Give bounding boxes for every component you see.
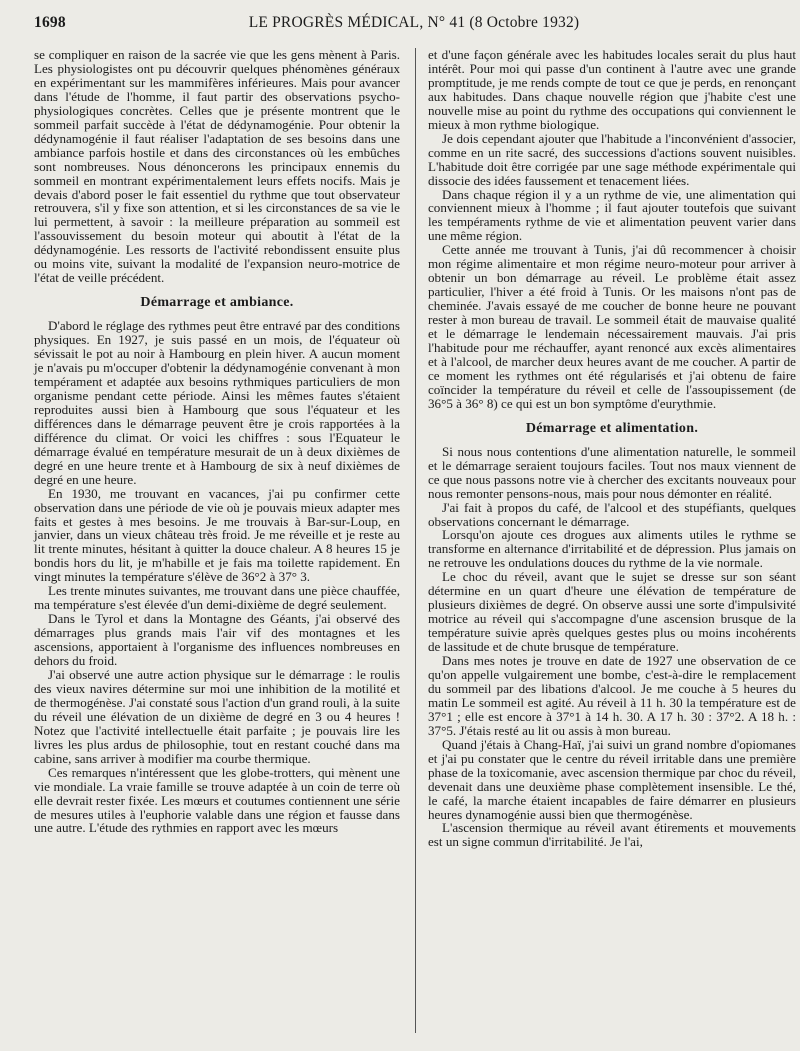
paragraph: Dans mes notes je trouve en date de 1927 une observation de ce qu'on appelle vulgairement une bombe, c'est-à-dire le remplacement du sommeil par des libations d'alcool. Je me couche à 5 heures du matin Le sommeil est agité. Au réveil à 11 h. 30 la température est de 37°1 ; elle est encore à 37°1 à 14 h. 30. A 17 h. 30 : 37°2. A 18 h. : 37°5. J'étais resté au lit ou assis à mon bureau. <box>428 653 796 738</box>
paragraph: Le choc du réveil, avant que le sujet se dresse sur son séant détermine en un quart d'heure une élévation de température de plusieurs dixièmes de degré. On observe aussi une sorte d'impulsivité motrice au réveil qui s'accompagne d'une ascension brusque de la température suivie après quelques gestes plus ou moins incohérents de lassitude et de chute brusque de température. <box>428 569 796 655</box>
paragraph: Dans le Tyrol et dans la Montagne des Géants, j'ai observé des démarrages plus grands mais l'air vif des montagnes et les ascensions, apportaient à l'organisme des influences nombreuses en dehors du froid. <box>34 611 400 669</box>
paragraph: Cette année me trouvant à Tunis, j'ai dû recommencer à choisir mon régime alimentaire et mon régime neuro-moteur pour arriver à obtenir un bon démarrage au réveil. Le problème était assez particulier, l'hiver a été froid à Tunis. Or les maisons n'ont pas de cheminée. J'avais essayé de me coucher de bonne heure ne pouvant rester à mon bureau de travail. Le sommeil était de mauvaise qualité et le démarrage le lendemain nécessairement mauvais. J'ai pris l'habitude pour me réchauffer, ayant renoncé aux excès alimentaires et à l'alcool, de marcher deux heures avant de me coucher. A partir de ce moment les rythmes ont été régularisés et j'ai obtenu de faire coïncider la température du réveil et celle de l'assoupissement (de 36°5 à 36° 8) ce qui est un bon symptôme d'eurythmie. <box>428 242 796 411</box>
paragraph: D'abord le réglage des rythmes peut être entravé par des conditions physiques. En 1927, je suis passé en un mois, de l'équateur où sévissait le pot au noir à Hambourg en plein hiver. A aucun moment je n'avais pu m'occuper d'obtenir la dédynamogénie convenant à mon tempérament et adaptée aux besoins rythmiques particuliers de mon organisme pendant cette période. Ainsi les mêmes fautes s'étaient reproduites aussi bien à Hambourg que sous l'équateur et les différences dans le démarrage peuvent être je crois rapportées à la différence du climat. Or voici les chiffres : sous l'Equateur le démarrage évalué en température mesurait de un à deux dixièmes de degré en une heure trente et à Hambourg de six à neuf dixièmes de degré en une heure. <box>34 318 400 487</box>
running-title: LE PROGRÈS MÉDICAL, N° 41 (8 Octobre 1932) <box>248 14 580 31</box>
paragraph: se compliquer en raison de la sacrée vie que les gens mènent à Paris. Les physiologistes ont pu découvrir quelques phénomènes généraux en expérimentant sur les mammifères inférieures. Mais pour avancer dans l'étude de l'homme, il faut partir des observations psycho-physiologiques concrètes. Celles que je présente montrent que le sommeil parfait succède à l'état de dédynamogénie. Pour obtenir la dédynamogénie il faut réaliser l'adaptation de ses besoins dans une ambiance parfois hostile et dans des circonstances où les embûches sont nombreuses. Nous dénoncerons les principaux ennemis du sommeil en montrant expérimentalement leurs effets nocifs. Mais je devais d'abord poser le fait essentiel du rythme que tout observateur retrouvera, s'il y fixe son attention, et si les circonstances de sa vie le lui permettent, à savoir : la meilleure préparation au sommeil est l'assouvissement du besoin moteur qui aboutit à l'état de la dédynamogénie. Les ressorts de l'activité rebondissent ensuite plus ou moins vite, suivant la modalité de l'expansion neuro-motrice de l'état de veille précédent. <box>34 47 400 286</box>
section-heading: Démarrage et ambiance. <box>140 295 294 311</box>
column-divider <box>415 48 416 1033</box>
paragraph: En 1930, me trouvant en vacances, j'ai pu confirmer cette observation dans une période de vie où je pouvais mieux adapter mes faits et gestes à mes besoins. Je me trouvais à Bar-sur-Loup, en janvier, dans un vieux château très froid. Je me réveille et je reste au lit trente minutes, hésitant à quitter la douce chaleur. A 8 heures 15 je bondis hors du lit, je m'habille et je fais ma toilette rapidement. En vingt minutes la température s'élève de 36°2 à 37° 3. <box>34 485 400 585</box>
paragraph: Les trente minutes suivantes, me trouvant dans une pièce chauffée, ma température s'est élevée d'un demi-dixième de degré seulement. <box>34 583 400 613</box>
paragraph: J'ai observé une autre action physique sur le démarrage : le roulis des vieux navires détermine sur moi une inhibition de la motilité et de thermogénèse. J'ai constaté sous l'action d'un grand rouli, à la suite du réveil une élévation de un dixième de degré en 3 ou 4 heures ! Notez que l'activité intellectuelle était parfaite ; je pouvais lire les livres les plus ardus de philosophie, tout en restant couché dans ma cabine, sans arriver à modifier ma courbe thermique. <box>34 666 400 766</box>
page-number: 1698 <box>34 14 66 31</box>
left-column <box>34 48 400 835</box>
running-header <box>34 14 774 36</box>
paragraph: Lorsqu'on ajoute ces drogues aux aliments utiles le rythme se transforme en alternance d'irritabilité et de dépression. Plus jamais on ne retrouve les ondulations douces du rythme de la vie normale. <box>428 527 796 571</box>
paragraph: J'ai fait à propos du café, de l'alcool et des stupéfiants, quelques observations concernant le démarrage. <box>428 499 796 529</box>
paragraph: Si nous nous contentions d'une alimentation naturelle, le sommeil et le démarrage seraient toujours faciles. Tout nos maux viennent de ce que nous passons notre vie à chercher des excitants nouveaux pour nous remonter pensons-nous, mais pour nous démonter en réalité. <box>428 443 796 501</box>
section-heading: Démarrage et alimentation. <box>525 420 699 436</box>
paragraph: Je dois cependant ajouter que l'habitude a l'inconvénient d'associer, comme en un rite sacré, des successions d'actions souvent nuisibles. L'habitude doit être corrigée par une sage méthode expérimentale qui dissocie des idées faussement et tenacement liées. <box>428 130 796 188</box>
paragraph: Dans chaque région il y a un rythme de vie, une alimentation qui conviennent mieux à l'homme ; il faut ajouter toutefois que suivant les tempéraments rythme de vie et alimentation peuvent varier dans une même région. <box>428 186 796 244</box>
paragraph: L'ascension thermique au réveil avant étirements et mouvements est un signe commun d'irritabilité. Je l'ai, <box>428 820 796 850</box>
paragraph: et d'une façon générale avec les habitudes locales serait du plus haut intérêt. Pour moi qui passe d'un continent à l'autre avec une grande promptitude, je me rends compte de tout ce que je perds, en renonçant aux habitudes. Dans chaque nouvelle région que j'habite c'est une nouvelle mise au point du rythme des occupations qui conviennent le mieux à mon rythme biologique. <box>428 47 796 132</box>
paragraph: Ces remarques n'intéressent que les globe-trotters, qui mènent une vie mondiale. La vraie famille se trouve adaptée à un coin de terre où elle devrait rester fixée. Les mœurs et coutumes contiennent une série de mesures utiles à l'euphorie valable dans une région et fausse dans une autre. L'étude des rythmies en rapport avec les mœurs <box>34 764 400 836</box>
right-column <box>428 48 796 849</box>
paragraph: Quand j'étais à Chang-Haï, j'ai suivi un grand nombre d'opiomanes et j'ai pu constater que le centre du réveil irritable dans une première phase de la toxicomanie, avec ascension thermique par choc du réveil, devenait dans une deuxième phase complètement insensible. Le thé, le café, la marche étaient incapables de faire démarrer en plusieurs heures dynamogénie aussi bien que thermogénèse. <box>428 736 796 822</box>
